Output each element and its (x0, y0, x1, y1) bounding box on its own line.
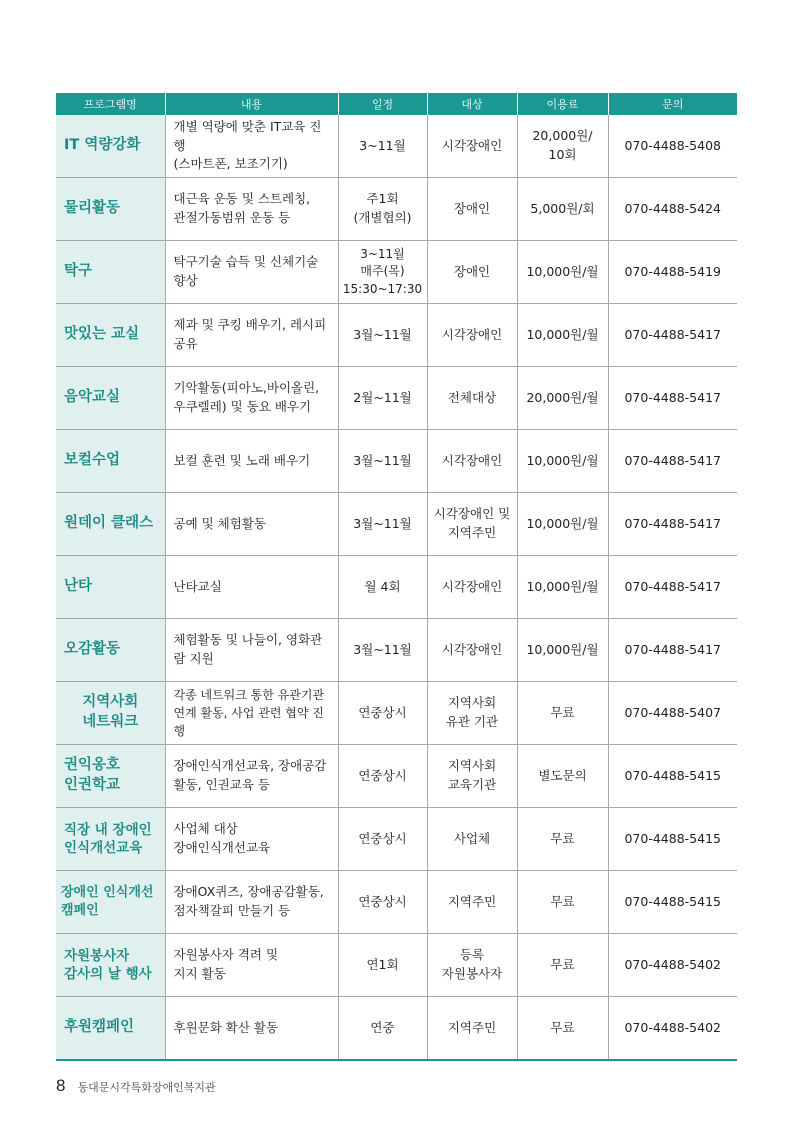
program-name: 원데이 클래스 (56, 493, 165, 556)
program-contact: 070-4488-5417 (608, 304, 737, 367)
header-target: 대상 (427, 93, 517, 115)
program-target: 지역주민 (427, 871, 517, 934)
program-target: 전체대상 (427, 367, 517, 430)
program-schedule: 연중상시 (338, 871, 427, 934)
program-target: 시각장애인 (427, 430, 517, 493)
program-schedule: 주1회 (개별협의) (338, 178, 427, 241)
program-content: 난타교실 (165, 556, 338, 619)
program-contact: 070-4488-5417 (608, 493, 737, 556)
program-fee: 무료 (517, 997, 608, 1061)
table-header-row (56, 93, 737, 115)
program-fee: 10,000원/월 (517, 493, 608, 556)
table-row (56, 430, 737, 493)
header-program-name: 프로그램명 (56, 93, 165, 115)
table-row (56, 682, 737, 745)
program-fee: 10,000원/월 (517, 430, 608, 493)
program-contact: 070-4488-5415 (608, 871, 737, 934)
program-content: 사업체 대상 장애인식개선교육 (165, 808, 338, 871)
program-content: 각종 네트워크 통한 유관기관 연계 활동, 사업 관련 협약 진행 (165, 682, 338, 745)
program-content: 기악활동(피아노,바이올린, 우쿠렐레) 및 동요 배우기 (165, 367, 338, 430)
program-contact: 070-4488-5415 (608, 745, 737, 808)
program-name: 장애인 인식개선 캠페인 (56, 871, 165, 934)
table-row (56, 808, 737, 871)
program-contact: 070-4488-5417 (608, 556, 737, 619)
program-name: 자원봉사자 감사의 날 행사 (56, 934, 165, 997)
program-schedule: 연중상시 (338, 682, 427, 745)
program-content: 자원봉사자 격려 및 지지 활동 (165, 934, 338, 997)
program-contact: 070-4488-5417 (608, 430, 737, 493)
table-row (56, 934, 737, 997)
program-fee: 별도문의 (517, 745, 608, 808)
program-content: 체험활동 및 나들이, 영화관 람 지원 (165, 619, 338, 682)
program-contact: 070-4488-5407 (608, 682, 737, 745)
program-target: 장애인 (427, 178, 517, 241)
table-row (56, 115, 737, 178)
program-content: 개별 역량에 맞춘 IT교육 진행 (스마트폰, 보조기기) (165, 115, 338, 178)
program-fee: 10,000원/월 (517, 556, 608, 619)
program-name: 탁구 (56, 241, 165, 304)
program-schedule: 연1회 (338, 934, 427, 997)
program-name: IT 역량강화 (56, 115, 165, 178)
table-row (56, 871, 737, 934)
page-number: 8 (56, 1076, 66, 1095)
program-schedule: 2월~11월 (338, 367, 427, 430)
program-fee: 10,000원/월 (517, 241, 608, 304)
program-contact: 070-4488-5408 (608, 115, 737, 178)
table-row (56, 745, 737, 808)
program-fee: 10,000원/월 (517, 619, 608, 682)
table-row (56, 367, 737, 430)
table-row (56, 493, 737, 556)
program-target: 시각장애인 (427, 556, 517, 619)
program-name: 권익옹호 인권학교 (56, 745, 165, 808)
program-name: 난타 (56, 556, 165, 619)
program-schedule: 3월~11월 (338, 304, 427, 367)
program-contact: 070-4488-5419 (608, 241, 737, 304)
program-fee: 무료 (517, 934, 608, 997)
program-fee: 무료 (517, 682, 608, 745)
table-row (56, 997, 737, 1061)
program-content: 제과 및 쿠킹 배우기, 레시피 공유 (165, 304, 338, 367)
program-target: 지역사회 유관 기관 (427, 682, 517, 745)
program-fee: 무료 (517, 808, 608, 871)
program-target: 장애인 (427, 241, 517, 304)
table-row (56, 619, 737, 682)
program-name: 맛있는 교실 (56, 304, 165, 367)
program-name: 보컬수업 (56, 430, 165, 493)
program-schedule: 3월~11월 (338, 430, 427, 493)
program-name: 음악교실 (56, 367, 165, 430)
program-content: 보컬 훈련 및 노래 배우기 (165, 430, 338, 493)
header-content: 내용 (165, 93, 338, 115)
program-contact: 070-4488-5402 (608, 934, 737, 997)
program-content: 장애인식개선교육, 장애공감 활동, 인권교육 등 (165, 745, 338, 808)
program-schedule: 연중상시 (338, 745, 427, 808)
program-schedule: 연중 (338, 997, 427, 1061)
program-table (56, 93, 737, 1061)
program-content: 탁구기술 습득 및 신체기술 향상 (165, 241, 338, 304)
organization-name: 동대문시각특화장애인복지관 (77, 1081, 216, 1094)
table-row (56, 304, 737, 367)
program-target: 사업체 (427, 808, 517, 871)
program-schedule: 3~11월 (338, 115, 427, 178)
program-schedule: 3~11월 매주(목) 15:30~17:30 (338, 241, 427, 304)
program-name: 후원캠페인 (56, 997, 165, 1061)
program-target: 시각장애인 (427, 619, 517, 682)
program-contact: 070-4488-5417 (608, 619, 737, 682)
table-row (56, 241, 737, 304)
program-contact: 070-4488-5424 (608, 178, 737, 241)
program-fee: 10,000원/월 (517, 304, 608, 367)
program-contact: 070-4488-5402 (608, 997, 737, 1061)
program-name: 직장 내 장애인 인식개선교육 (56, 808, 165, 871)
table-row (56, 178, 737, 241)
program-fee: 무료 (517, 871, 608, 934)
program-schedule: 월 4회 (338, 556, 427, 619)
program-target: 시각장애인 및 지역주민 (427, 493, 517, 556)
program-target: 지역사회 교육기관 (427, 745, 517, 808)
header-schedule: 일정 (338, 93, 427, 115)
program-contact: 070-4488-5417 (608, 367, 737, 430)
header-fee: 이용료 (517, 93, 608, 115)
table-row (56, 556, 737, 619)
program-fee: 5,000원/회 (517, 178, 608, 241)
program-name: 오감활동 (56, 619, 165, 682)
program-schedule: 3월~11월 (338, 619, 427, 682)
program-target: 시각장애인 (427, 115, 517, 178)
program-fee: 20,000원/ 10회 (517, 115, 608, 178)
program-contact: 070-4488-5415 (608, 808, 737, 871)
program-content: 대근육 운동 및 스트레칭, 관절가동범위 운동 등 (165, 178, 338, 241)
program-name: 물리활동 (56, 178, 165, 241)
program-name: 지역사회 네트워크 (56, 682, 165, 745)
program-content: 장애OX퀴즈, 장애공감활동, 점자책갈피 만들기 등 (165, 871, 338, 934)
program-target: 시각장애인 (427, 304, 517, 367)
program-schedule: 3월~11월 (338, 493, 427, 556)
program-target: 등록 자원봉사자 (427, 934, 517, 997)
program-fee: 20,000원/월 (517, 367, 608, 430)
program-target: 지역주민 (427, 997, 517, 1061)
page-footer (56, 1076, 216, 1096)
program-schedule: 연중상시 (338, 808, 427, 871)
program-content: 공예 및 체험활동 (165, 493, 338, 556)
program-content: 후원문화 확산 활동 (165, 997, 338, 1061)
header-contact: 문의 (608, 93, 737, 115)
